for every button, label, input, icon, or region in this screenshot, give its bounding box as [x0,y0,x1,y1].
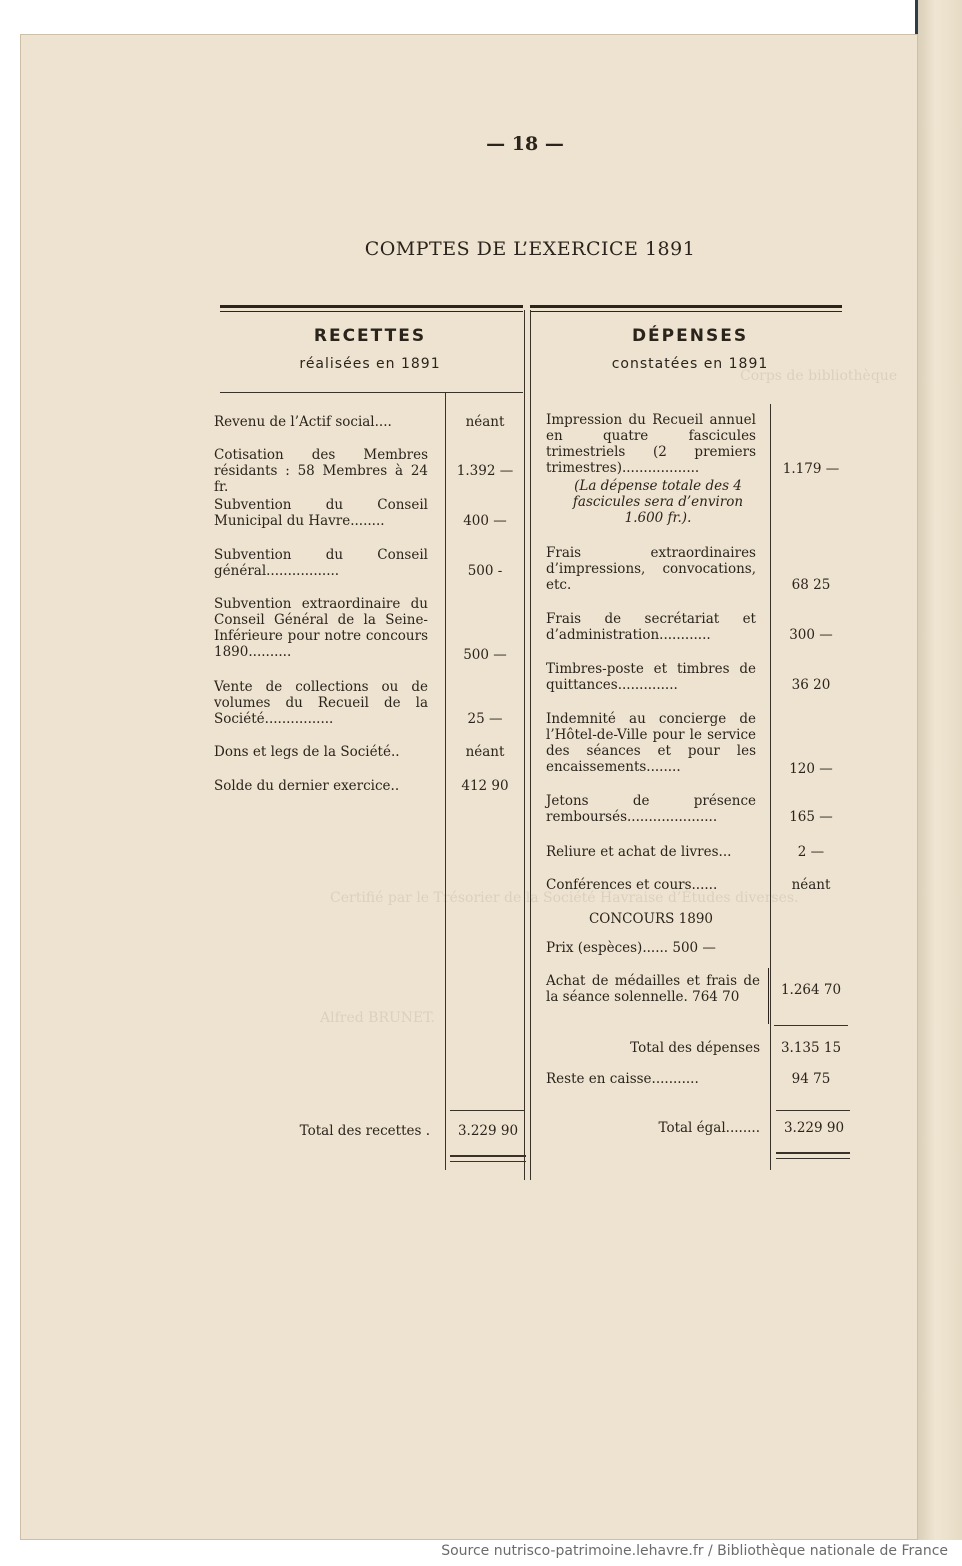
recette-label: Cotisation des Membres résidants : 58 Membres à 24 fr. [214,447,428,495]
recettes-subheader: réalisées en 1891 [299,356,441,372]
double-rule-left-2 [450,1161,526,1162]
depense-label: Timbres-poste et timbres de quittances.............. [546,661,756,693]
depense-amount: 68 25 [791,577,831,593]
table-top-rule-right [530,305,842,308]
depense-amount: 1.179 — [782,461,840,477]
recette-amount: 25 — [467,711,503,727]
column-divider-depenses-amount [770,404,771,1170]
column-divider-main [524,310,525,1180]
reste-amount: 94 75 [791,1071,831,1087]
recette-label: Subvention du Conseil général................. [214,547,428,579]
depense-label: Jetons de présence remboursés..................... [546,793,756,825]
recettes-header: RECETTES [313,326,427,346]
depense-label: Frais extraordinaires d’impressions, convocations, etc. [546,545,756,593]
header-underline-left [220,392,523,393]
total-depenses-amount: 3.135 15 [780,1040,842,1056]
bleed-through-text: Alfred BRUNET. [320,1010,435,1026]
total-recettes-amount: 3.229 90 [457,1123,519,1139]
total-rule-left [450,1110,524,1111]
page-number: — 18 — [486,133,564,155]
reste-label: Reste en caisse........... [546,1071,699,1087]
bleed-through-text: Corps de bibliothèque [740,368,898,384]
total-rule-right [776,1110,850,1111]
prix-label: Prix (espèces)...... 500 — [546,940,716,956]
table-top-rule-left [220,305,523,308]
recette-amount: néant [465,414,505,430]
recette-amount: 500 — [463,647,507,663]
recette-label: Subvention extraordinaire du Conseil Général de la Seine-Inférieure pour notre concours 1890.......... [214,596,428,660]
depense-label: Impression du Recueil annuel en quatre fascicules trimestriels (2 premiers trimestres).................. [546,412,756,476]
page-stack-edge [918,0,962,1540]
recette-label: Subvention du Conseil Municipal du Havre........ [214,497,428,529]
depense-amount: 165 — [789,809,833,825]
depense-label: Frais de secrétariat et d’administration............ [546,611,756,643]
double-rule-right-1 [776,1152,850,1154]
concours-heading: CONCOURS 1890 [588,911,714,927]
double-rule-right-2 [776,1158,850,1159]
achat-label: Achat de médailles et frais de la séance solennelle. 764 70 [546,973,760,1005]
recette-label: Solde du dernier exercice.. [214,778,400,794]
depense-amount: 2 — [797,844,825,860]
total-recettes-label: Total des recettes . [299,1123,430,1139]
depense-amount: 36 20 [791,677,831,693]
page-title: COMPTES DE L’EXERCICE 1891 [364,238,696,260]
depense-note: (La dépense totale des 4 fascicules sera d’environ 1.600 fr.). [572,478,744,526]
subtotal-rule [774,1025,848,1026]
table-top-rule-right-thin [530,311,842,312]
column-divider-recettes-amount [445,392,446,1170]
depense-amount: néant [791,877,831,893]
depense-label: Indemnité au concierge de l’Hôtel-de-Ville pour le service des séances et pour les encaissements........ [546,711,756,775]
concours-amount: 1.264 70 [780,982,842,998]
total-egal-label: Total égal........ [658,1120,760,1136]
table-top-rule-left-thin [220,311,523,312]
recette-label: Dons et legs de la Société.. [214,744,400,760]
column-divider-main-2 [530,310,531,1180]
total-depenses-label: Total des dépenses [630,1040,760,1056]
recette-amount: néant [465,744,505,760]
bleed-through-text: Certifié par le Trésorier de la Société Havraise d’Études diverses. [330,890,799,906]
depense-amount: 300 — [789,627,833,643]
depenses-subheader: constatées en 1891 [611,356,769,372]
depense-label: Conférences et cours...... [546,877,718,893]
recette-label: Revenu de l’Actif social.... [214,414,392,430]
recette-amount: 500 - [467,563,503,579]
recette-amount: 400 — [463,513,507,529]
recette-amount: 412 90 [461,778,509,794]
depense-amount: 120 — [789,761,833,777]
total-egal-amount: 3.229 90 [783,1120,845,1136]
double-rule-left-1 [450,1155,526,1157]
recette-label: Vente de collections ou de volumes du Recueil de la Société................ [214,679,428,727]
recette-amount: 1.392 — [456,463,514,479]
depenses-header: DÉPENSES [631,326,749,346]
depense-label: Reliure et achat de livres... [546,844,732,860]
source-credit: Source nutrisco-patrimoine.lehavre.fr / Bibliothèque nationale de France [441,1543,948,1559]
